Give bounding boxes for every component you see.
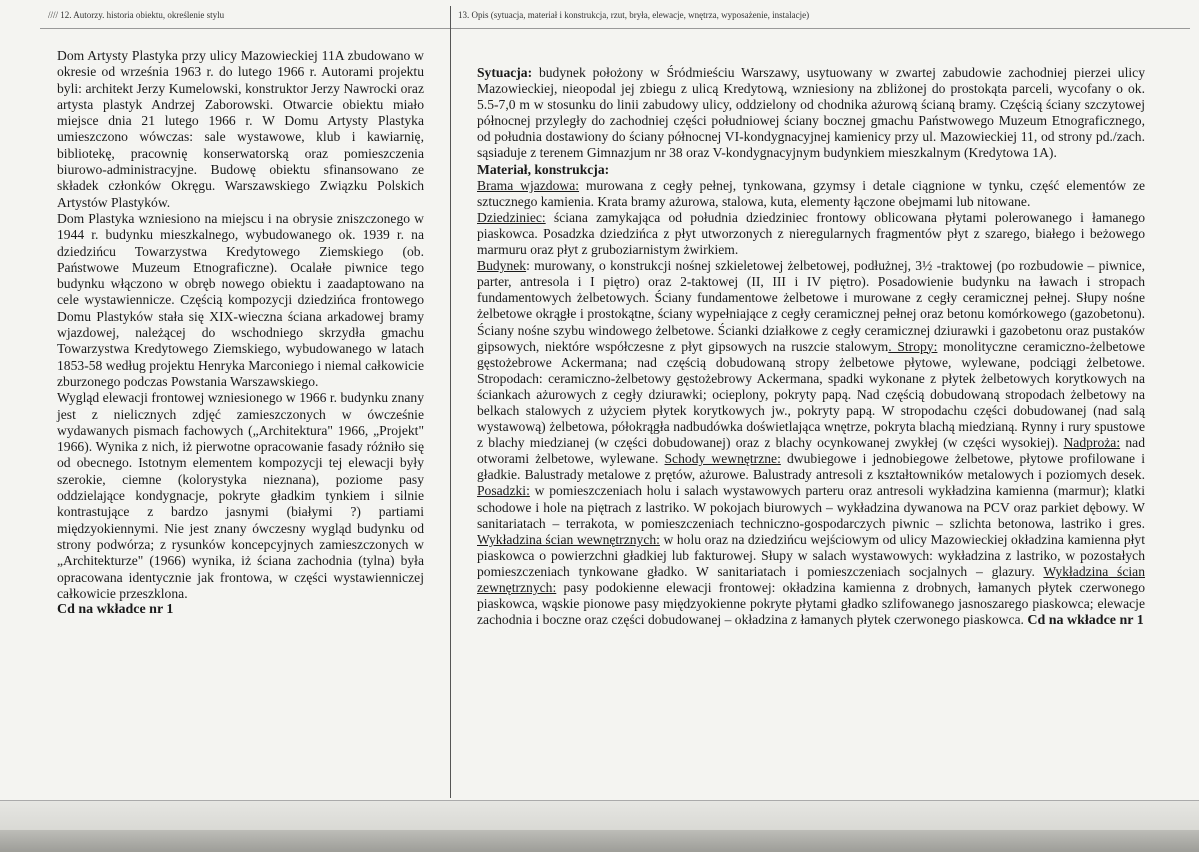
sytuacja-text: budynek położony w Śródmieściu Warszawy, usytuowany w zwartej zabudowie zachodniej pierzei ulicy Mazowieckiej, nieopodal jej zbiegu z ulicą Kredytową, wzniesiony na zbliżonej do prostokąta parceli, wycofany o ok. 5.5-7,0 m w stosunku do linii zabudowy ulicy, oddzielony od chodnika ażurową ścianą bramy. Częścią ściany szczytowej północnej przyległy do zachodniej części południowej ściany bocznej gmachu Państwowego Muzeum Etnograficznego, od południa dostawiony do ściany północnej VI-kondygnacyjnej kamienicy przy ul. Mazowieckiej 11, od strony pd./zach. sąsiaduje z terenem Gimnazjum nr 38 oraz V-kondygnacyjnym budynkiem mieszkalnym (Kredytowa 1A).: [477, 65, 1145, 161]
scan-shadow: [0, 830, 1199, 852]
budynek-paragraph: [477, 258, 1145, 629]
history-paragraph-2: Dom Plastyka wzniesiono na miejscu i na obrysie zniszczonego w 1944 r. budynku mieszkalnego, wybudowanego ok. 1939 r. na dziedzińcu Towarzystwa Kredytowego Ziemskiego (ob. Państwowe Muzeum Etnograficzne). Ocalałe piwnice tego budynku włączono w obręb nowego obiektu i zaadaptowano na cele wystawiennicze. Częścią kompozycji dziedzińca frontowego Domu Plastyków stała się XIX-wieczna ściana arkadowej bramy wjazdowej, należącej do wschodniego skrzydła gmachu Towarzystwa Kredytowego Ziemskiego, wybudowanego w latach 1853-58 według projektu Henryka Marconiego i niemal całkowicie zburzonego podczas Powstania Warszawskiego.: [57, 210, 424, 389]
nadproza-label: Nadproża:: [1063, 435, 1121, 451]
sytuacja-paragraph: [477, 65, 1145, 162]
stropy-text: monolityczne ceramiczno-żelbetowe gęstożebrowe Ackermana; nad częścią dobudowaną stropy żelbetowe płytowe, wylewane, podciągi żelbetowe. Stropodach: ceramiczno-żelbetowy gęstożebrowy Ackermana, spadki wykonane z płytek żelbetowych korytkowych na ściankach ażurowych z cegły dziurawki; ocieplony, pokryty papą. Nad częścią dobudowaną stropodach żelbetowy na belkach stalowych z użyciem płytek korytkowych jw., pokryty papą. W stropodachu części dobudowanej (nad salą wystawową) żelbetowa, półokrągła nadbudówka doświetlająca wnętrze, pokryta blachą miedzianą. Rynny i rury spustowe z blachy miedzianej (w części dobudowanej) oraz z blachy ocynkowanej zwykłej (w części wysokiej).: [477, 338, 1146, 451]
dziedziniec-paragraph: [477, 210, 1145, 258]
budynek-label: Budynek: [477, 258, 527, 274]
dziedziniec-text: ściana zamykająca od południa dziedziniec frontowy oblicowana płytami polerowanego i łamanego piaskowca. Posadzka dziedzińca z płyt utworzonych z nieregularnych fragmentów płyt z szarego, białego i beżowego marmuru oraz płyt z gruboziarnistym żwirkiem.: [477, 209, 1145, 258]
history-continuation: Cd na wkładce nr 1: [57, 602, 174, 618]
budynek-text: : murowany, o konstrukcji nośnej szkieletowej żelbetowej, podłużnej, 3½ -traktowej (po rozbudowie – piwnice, parter, antresola i I piętro) oraz 2-taktowej (II, III i IV piętro). Posadowienie budynku na ławach i stropach fundamentowych żelbetowych. Ściany fundamentowe żelbetowe i murowane z cegły ceramicznej pełnej. Słupy nośne żelbetowe okrągłe i prostokątne, ściany wypełniające z cegły ceramicznej pełnej oraz betonu komórkowego (gazobetonu). Ściany nośne szybu windowego żelbetowe. Ścianki działkowe z cegły ceramicznej dziurawki i gazobetonu oraz pustaków gipsowych, niektóre współczesne z płyt gipsowych na ruszcie stalowym: [477, 258, 1145, 354]
material-heading-line: [477, 162, 1145, 178]
wykladzina-wew-label: Wykładzina ścian wewnętrznych:: [477, 531, 660, 547]
history-column: [57, 48, 424, 618]
history-paragraph-3: Wygląd elewacji frontowej wzniesionego w 1966 r. budynku znany jest z nielicznych zdjęć zamieszczonych w ówcześnie wydawanych pismach fachowych („Architektura" 1966, „Projekt" 1966). Wynika z nich, iż pierwotne opracowanie fasady różniło się od obecnego. Istotnym elementem kompozycji tej elewacji były szerokie, ciemne (kolorystyka nieznana), poziome pasy oddzielające kondygnacje, pokryte gładkim tynkiem i silnie kontrastujące z bardzo jasnymi (białymi ?) partiami międzyokiennymi. Nie jest znany ówczesny wygląd budynku od strony podwórza; z rysunków koncepcyjnych zamieszczonych w „Architekturze" (1966) wynika, iż ściana zachodnia (tylna) była opracowana identycznie jak frontowa, w części wystawienniczej całkowicie przeszklona.: [57, 390, 424, 601]
dziedziniec-label: Dziedziniec:: [477, 209, 546, 225]
top-rule: [40, 28, 1190, 29]
nadproza-text: nad otworami żelbetowe, wylewane.: [477, 435, 1145, 467]
material-heading: Materiał, konstrukcja:: [477, 161, 610, 177]
scan-bottom-edge: [0, 800, 1199, 852]
schody-label: Schody wewnętrzne:: [664, 451, 781, 467]
description-continuation: Cd na wkładce nr 1: [1027, 613, 1144, 629]
header-left-label: //// 12. Autorzy. historia obiektu, określenie stylu: [48, 10, 225, 20]
wykladzina-zew-text: pasy podokienne elewacji frontowej: okładzina kamienna z drobnych, łamanych płytek czerwonego piaskowca, wąskie pionowe pasy międzyokienne pokryte płytami gładko szlifowanego jasnoszarego piaskowca; elewacje zachodnia i boczne oraz części dobudowanej – okładzina z łamanych płytek czerwonego piaskowca.: [477, 580, 1145, 628]
header-right-label: 13. Opis (sytuacja, materiał i konstrukcja, rzut, bryła, elewacje, wnętrza, wyposażenie, instalacje): [458, 10, 810, 20]
brama-paragraph: [477, 178, 1145, 210]
stropy-label: . Stropy:: [888, 338, 938, 354]
column-divider: [450, 6, 451, 798]
sytuacja-label: Sytuacja:: [477, 65, 533, 80]
description-column: [477, 65, 1145, 629]
posadzki-text: w pomieszczeniach holu i salach wystawowych parteru oraz antresoli wykładzina kamienna (marmur); klatki schodowe i hole na piętrach z lastriko. W pokojach biurowych – wykładzina dywanowa na PCV oraz parkiet dębowy. W sanitariatach – terrakota, w pomieszczeniach techniczno-gospodarczych piwnic – szlichta betonowa, lastriko i gres.: [477, 483, 1145, 531]
schody-text: dwubiegowe i jednobiegowe żelbetowe, płytowe profilowane i gładkie. Balustrady metalowe z prętów, ażurowe. Balustrady antresoli z kształtowników metalowych i poziomych desek.: [477, 451, 1145, 483]
wykladzina-zew-label: Wykładzina ścian zewnętrznych:: [477, 563, 1145, 595]
history-paragraph-1: Dom Artysty Plastyka przy ulicy Mazowieckiej 11A zbudowano w okresie od września 1963 r. do lutego 1966 r. Autorami projektu byli: architekt Jerzy Kumelowski, konstruktor Jerzy Nawrocki oraz artysta plastyk Andrzej Zaborowski. Otwarcie obiektu miało miejsce dnia 21 lutego 1966 r. W Domu Artysty Plastyka umieszczono wówczas: sale wystawowe, klub i kawiarnię, bibliotekę, pracownię konserwatorską oraz pomieszczenia biurowo-administracyjne. Budowę obiektu sfinansowano ze składek członków Okręgu. Warszawskiego Związku Polskich Artystów Plastyków.: [57, 48, 424, 210]
wykladzina-wew-text: w holu oraz na dziedzińcu wejściowym od ulicy Mazowieckiej okładzina kamienna płyt piaskowca o powierzchni gładkiej lub fakturowej. Słupy w salach wystawowych: wykładzina z lastriko, w pozostałych pomieszczeniach tynkowane gładko. W sanitariatach i pomieszczeniach socjalnych – glazury.: [477, 531, 1145, 579]
posadzki-label: Posadzki:: [477, 483, 530, 499]
brama-label: Brama wjazdowa:: [477, 177, 580, 193]
brama-text: murowana z cegły pełnej, tynkowana, gzymsy i detale ciągnione w tynku, część elementów ze sztucznego kamienia. Krata bramy ażurowa, stalowa, kuta, elementy łączone obejmami lub nitowane.: [477, 177, 1145, 209]
